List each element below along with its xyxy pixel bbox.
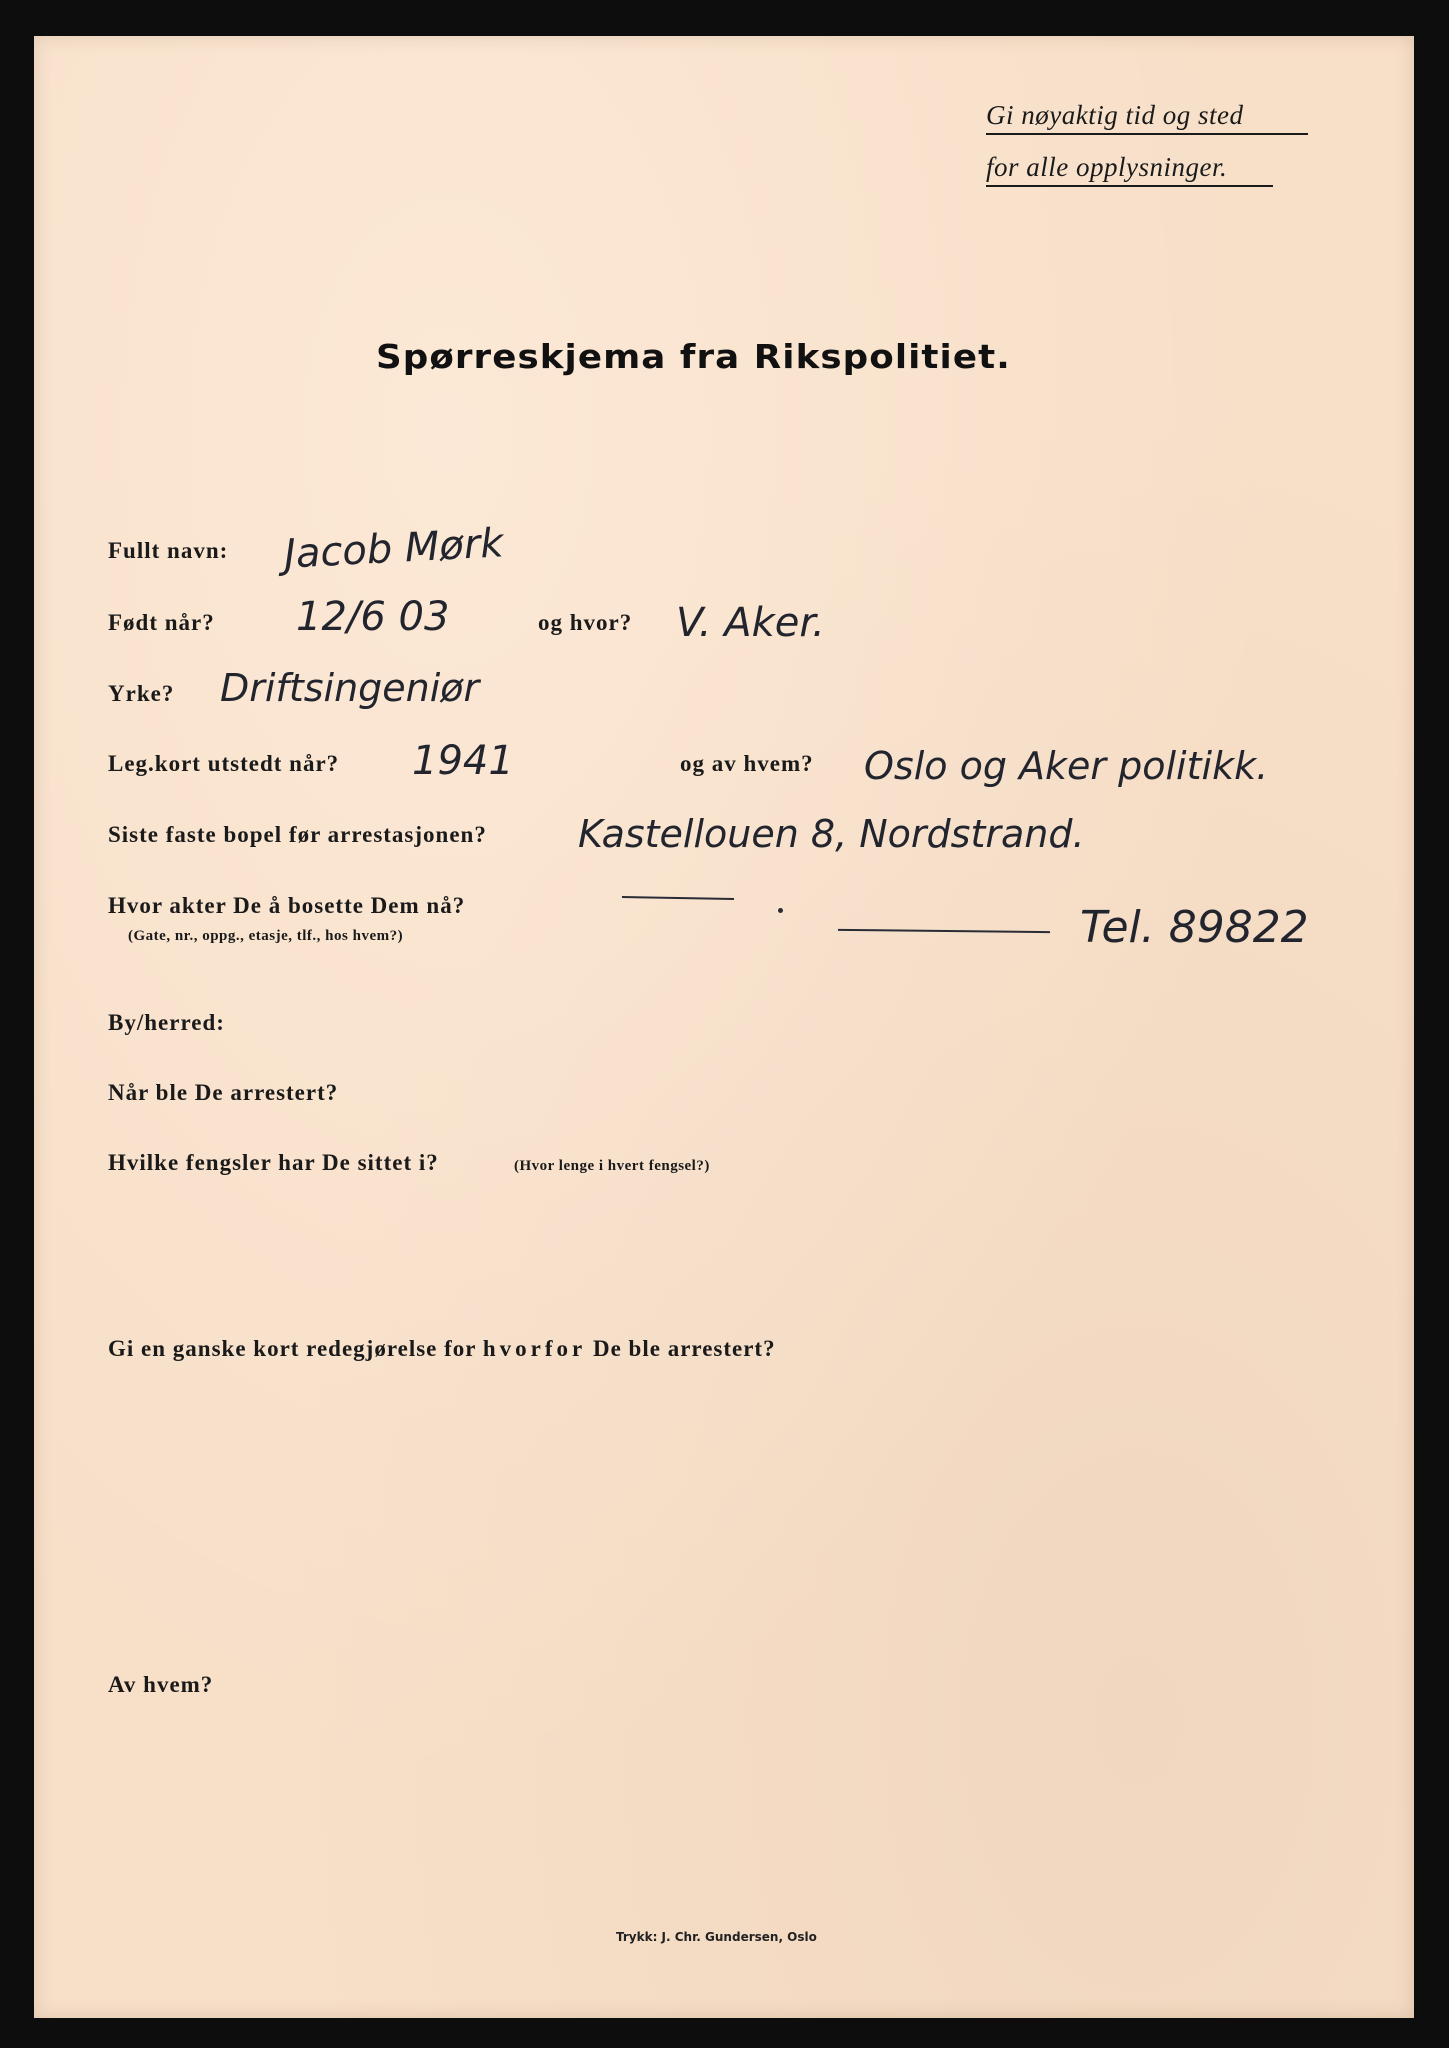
arrested-when-label: Når ble De arrestert?: [108, 1080, 339, 1105]
id-by-label: og av hvem?: [680, 751, 814, 776]
form-paper: [34, 36, 1414, 2018]
full-name-label: Fullt navn:: [108, 538, 229, 563]
born-where-label: og hvor?: [538, 610, 633, 635]
last-address-label: Siste faste bopel før arrestasjonen?: [108, 822, 487, 847]
settle-sublabel: (Gate, nr., oppg., etasje, tlf., hos hvem?): [128, 928, 404, 944]
occupation-label: Yrke?: [108, 681, 175, 706]
why-label-emphasis: hvorfor: [482, 1336, 587, 1361]
instruction-line-2: for alle opplysninger.: [986, 152, 1273, 187]
settle-value: Tel. 89822: [1080, 902, 1309, 953]
settle-label: Hvor akter De å bosette Dem nå?: [108, 893, 466, 918]
id-issued-label: Leg.kort utstedt når?: [108, 751, 340, 776]
full-name-value: Jacob Mørk: [282, 520, 505, 578]
by-whom-label: Av hvem?: [108, 1672, 214, 1697]
born-when-label: Født når?: [108, 610, 215, 635]
why-arrested-label: [108, 1336, 776, 1362]
why-label-post: De ble arrestert?: [592, 1336, 776, 1361]
municipality-label: By/herred:: [108, 1010, 225, 1035]
born-where-value: V. Aker.: [676, 600, 825, 646]
prisons-label: Hvilke fengsler har De sittet i?: [108, 1150, 439, 1175]
last-address-value: Kastellouen 8, Nordstrand.: [578, 812, 1085, 856]
blank-dot: [778, 908, 783, 913]
instruction-line-1: Gi nøyaktig tid og sted: [986, 100, 1308, 135]
form-title: Spørreskjema fra Rikspolitiet.: [376, 337, 1011, 376]
born-when-value: 12/6 03: [296, 594, 450, 640]
id-by-value: Oslo og Aker politikk.: [864, 744, 1269, 788]
id-issued-value: 1941: [412, 738, 514, 784]
prisons-sublabel: (Hvor lenge i hvert fengsel?): [514, 1158, 710, 1174]
printer-footer: Trykk: J. Chr. Gundersen, Oslo: [616, 1930, 817, 1944]
why-label-pre: Gi en ganske kort redegjørelse for: [108, 1336, 477, 1361]
occupation-value: Driftsingeniør: [220, 666, 480, 710]
